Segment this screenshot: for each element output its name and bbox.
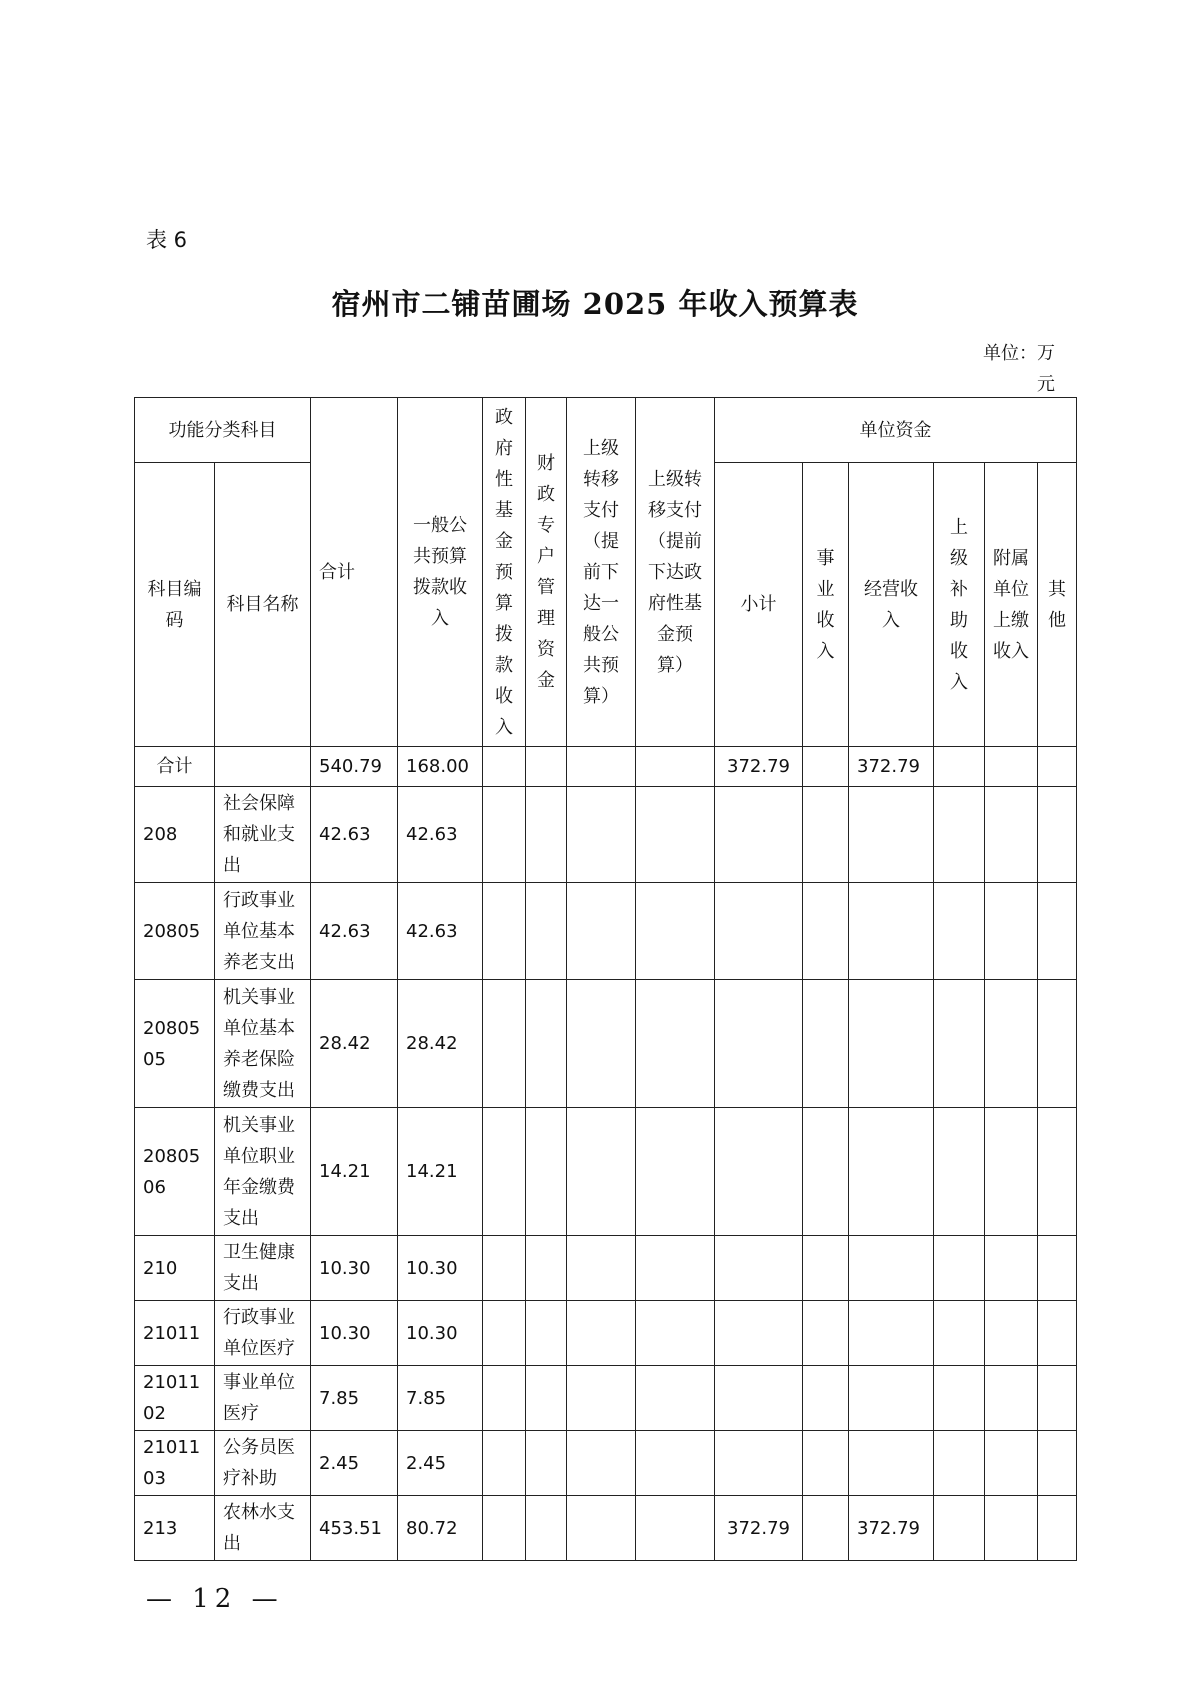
table-label: 表 6 — [146, 228, 188, 252]
general-budget-cell: 168.00 — [398, 747, 483, 787]
name-cell: 机关事业单位基本养老保险缴费支出 — [215, 980, 311, 1108]
operating-income-cell: 372.79 — [849, 747, 934, 787]
table-row — [135, 1431, 1077, 1496]
header-fund-budget: 政府性基金预算拨款收入 — [483, 398, 526, 747]
code-cell: 213 — [135, 1496, 215, 1561]
name-cell: 公务员医疗补助 — [215, 1431, 311, 1496]
operating-income-cell — [849, 1236, 934, 1301]
table-row — [135, 883, 1077, 980]
code-cell: 20805 — [135, 883, 215, 980]
code-cell: 2101103 — [135, 1431, 215, 1496]
subtotal-cell — [715, 1366, 803, 1431]
header-transfer-fund: 上级转移支付（提前下达政府性基金预算） — [636, 398, 715, 747]
table-row-total — [135, 747, 1077, 787]
code-cell: 210 — [135, 1236, 215, 1301]
general-budget-cell: 14.21 — [398, 1108, 483, 1236]
header-code: 科目编码 — [135, 463, 215, 747]
page-title: 宿州市二铺苗圃场 2025 年收入预算表 — [331, 287, 859, 321]
code-cell: 2080505 — [135, 980, 215, 1108]
name-cell: 农林水支出 — [215, 1496, 311, 1561]
code-cell: 208 — [135, 787, 215, 883]
operating-income-cell: 372.79 — [849, 1496, 934, 1561]
total-cell: 10.30 — [311, 1301, 398, 1366]
header-transfer-general: 上级转移支付（提前下达一般公共预算） — [567, 398, 636, 747]
general-budget-cell: 10.30 — [398, 1236, 483, 1301]
header-name: 科目名称 — [215, 463, 311, 747]
general-budget-cell: 2.45 — [398, 1431, 483, 1496]
total-cell: 28.42 — [311, 980, 398, 1108]
total-cell: 7.85 — [311, 1366, 398, 1431]
operating-income-cell — [849, 1108, 934, 1236]
name-cell: 事业单位医疗 — [215, 1366, 311, 1431]
name-cell: 行政事业单位基本养老支出 — [215, 883, 311, 980]
table-row — [135, 1496, 1077, 1561]
subtotal-cell — [715, 1236, 803, 1301]
name-cell: 社会保障和就业支出 — [215, 787, 311, 883]
total-cell: 10.30 — [311, 1236, 398, 1301]
page-number: — 12 — — [146, 1584, 284, 1614]
operating-income-cell — [849, 1431, 934, 1496]
name-cell: 机关事业单位职业年金缴费支出 — [215, 1108, 311, 1236]
code-cell: 2080506 — [135, 1108, 215, 1236]
general-budget-cell: 42.63 — [398, 883, 483, 980]
header-affiliated-income: 附属单位上缴收入 — [985, 463, 1038, 747]
header-operating-income: 经营收入 — [849, 463, 934, 747]
general-budget-cell: 10.30 — [398, 1301, 483, 1366]
header-subtotal: 小计 — [715, 463, 803, 747]
operating-income-cell — [849, 1366, 934, 1431]
subtotal-cell — [715, 883, 803, 980]
table-row — [135, 1108, 1077, 1236]
operating-income-cell — [849, 1301, 934, 1366]
code-cell: 21011 — [135, 1301, 215, 1366]
header-other: 其他 — [1038, 463, 1077, 747]
subtotal-cell — [715, 787, 803, 883]
header-business-income: 事业收入 — [803, 463, 849, 747]
code-cell: 2101102 — [135, 1366, 215, 1431]
header-unit-funds: 单位资金 — [715, 398, 1077, 463]
subtotal-cell — [715, 980, 803, 1108]
subtotal-cell — [715, 1431, 803, 1496]
subtotal-cell — [715, 1108, 803, 1236]
total-cell: 14.21 — [311, 1108, 398, 1236]
table-row — [135, 980, 1077, 1108]
subtotal-cell: 372.79 — [715, 747, 803, 787]
total-cell: 2.45 — [311, 1431, 398, 1496]
table-row — [135, 1236, 1077, 1301]
general-budget-cell: 42.63 — [398, 787, 483, 883]
total-cell: 42.63 — [311, 883, 398, 980]
total-label: 合计 — [135, 747, 215, 787]
table-row — [135, 1301, 1077, 1366]
name-cell: 卫生健康支出 — [215, 1236, 311, 1301]
total-cell: 453.51 — [311, 1496, 398, 1561]
header-general-budget: 一般公共预算拨款收入 — [398, 398, 483, 747]
name-cell: 行政事业单位医疗 — [215, 1301, 311, 1366]
budget-table — [134, 397, 1077, 1561]
table-row — [135, 1366, 1077, 1431]
subtotal-cell — [715, 1301, 803, 1366]
header-functional-category: 功能分类科目 — [135, 398, 311, 463]
unit-note: 单位：万元 — [983, 343, 1055, 395]
operating-income-cell — [849, 883, 934, 980]
total-cell: 540.79 — [311, 747, 398, 787]
header-total: 合计 — [311, 398, 398, 747]
general-budget-cell: 28.42 — [398, 980, 483, 1108]
operating-income-cell — [849, 980, 934, 1108]
general-budget-cell: 80.72 — [398, 1496, 483, 1561]
general-budget-cell: 7.85 — [398, 1366, 483, 1431]
table-row — [135, 787, 1077, 883]
header-special-account: 财政专户管理资金 — [526, 398, 567, 747]
header-subsidy-income: 上级补助收入 — [934, 463, 985, 747]
total-cell: 42.63 — [311, 787, 398, 883]
subtotal-cell: 372.79 — [715, 1496, 803, 1561]
operating-income-cell — [849, 787, 934, 883]
